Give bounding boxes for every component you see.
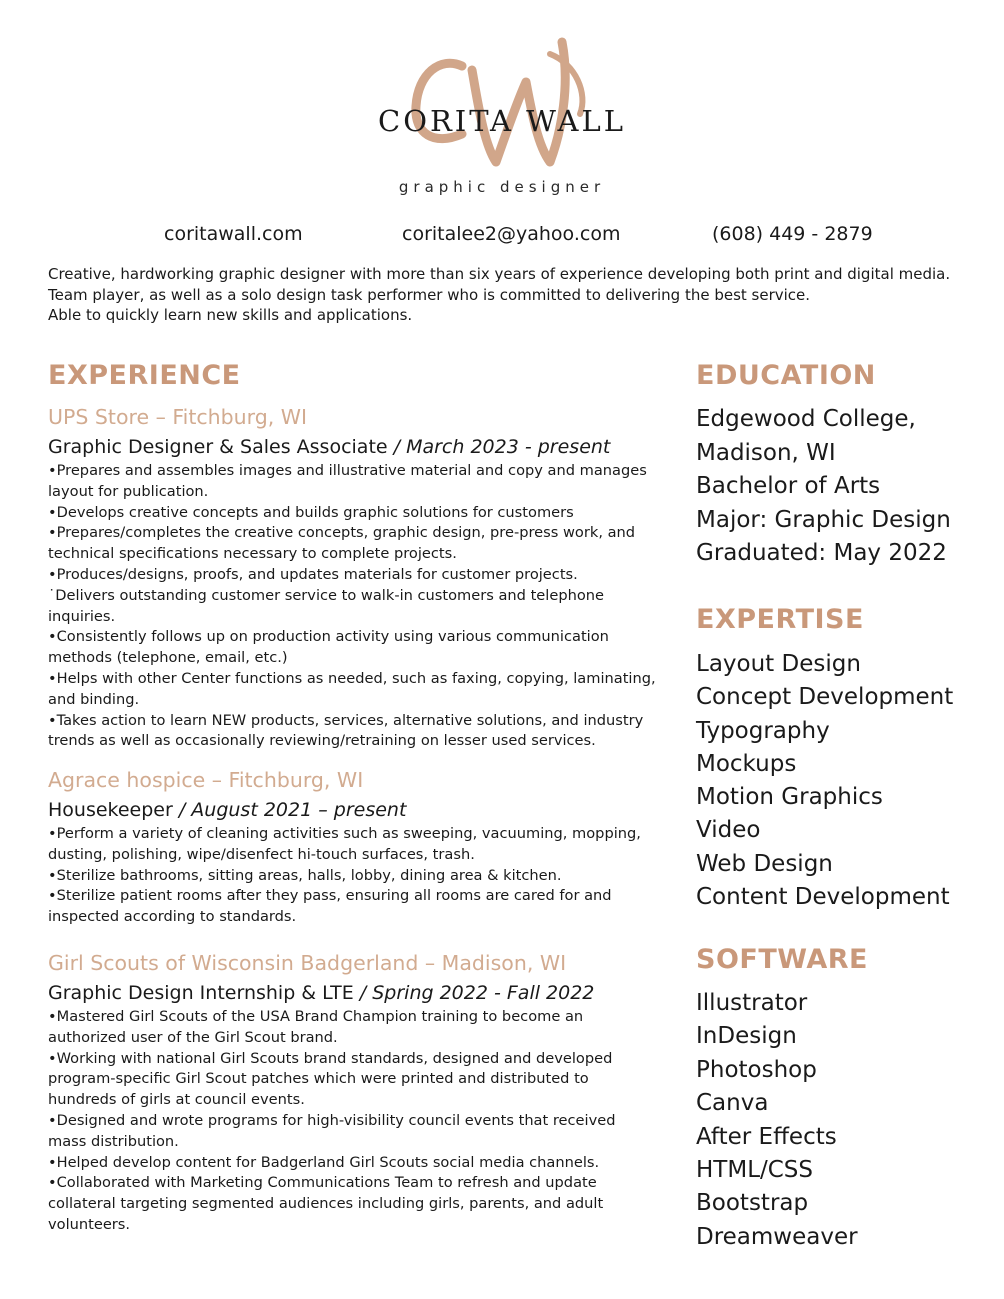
- expertise-heading: EXPERTISE: [696, 604, 864, 635]
- software-item: After Effects: [696, 1123, 837, 1150]
- bullet: •Designed and wrote programs for high-visibility council events that received mass distribution.: [48, 1111, 616, 1150]
- education-list: [696, 403, 996, 571]
- expertise-item: Concept Development: [696, 684, 954, 711]
- education-item: Bachelor of Arts: [696, 473, 881, 500]
- expertise-item: Typography: [696, 717, 830, 744]
- bullet: •Collaborated with Marketing Communications Team to refresh and update collateral targeting segmented audiences including girls, parents, and adult volunteers.: [48, 1174, 604, 1233]
- software-list: [696, 987, 996, 1254]
- bullet: ˙Delivers outstanding customer service to walk-in customers and telephone inquiries.: [48, 586, 604, 625]
- job-title-subtitle: graphic designer: [398, 178, 606, 196]
- website-link[interactable]: coritawall.com: [164, 223, 303, 245]
- software-item: Photoshop: [696, 1056, 817, 1083]
- phone-number: (608) 449 - 2879: [712, 223, 873, 245]
- email-link[interactable]: coritalee2@yahoo.com: [402, 223, 621, 245]
- expertise-list: [696, 648, 996, 914]
- expertise-item: Mockups: [696, 750, 797, 777]
- summary-line: Team player, as well as a solo design task performer who is committed to delivering the best service.: [48, 285, 811, 304]
- expertise-item: Web Design: [696, 850, 833, 877]
- software-heading: SOFTWARE: [696, 944, 868, 975]
- job-role: [48, 799, 406, 821]
- bullet: •Mastered Girl Scouts of the USA Brand Champion training to become an authorized user of the Girl Scout brand.: [48, 1008, 584, 1046]
- bullet: •Perform a variety of cleaning activities such as sweeping, vacuuming, mopping, dusting, polishing, wipe/disenfect hi-touch surfaces, trash.: [48, 825, 641, 863]
- job-dates: / Spring 2022 - Fall 2022: [353, 982, 595, 1004]
- job-dates: / August 2021 – present: [172, 799, 407, 821]
- job-role-title: Housekeeper: [48, 799, 173, 821]
- software-item: Illustrator: [696, 990, 808, 1016]
- expertise-item: Content Development: [696, 884, 950, 911]
- bullet: •Working with national Girl Scouts brand standards, designed and developed program-specific Girl Scout patches which were printed and distributed to hundreds of girls at council events.: [48, 1049, 613, 1109]
- experience-heading: EXPERIENCE: [48, 360, 241, 391]
- bullet: •Sterilize bathrooms, sitting areas, halls, lobby, dining area & kitchen.: [48, 866, 562, 884]
- bullet: •Prepares/completes the creative concepts, graphic design, pre-press work, and technical specifications necessary to complete projects.: [48, 524, 636, 563]
- job-role-title: Graphic Designer & Sales Associate: [48, 436, 388, 458]
- bullet: •Helped develop content for Badgerland Girl Scouts social media channels.: [48, 1153, 600, 1171]
- software-item: Dreamweaver: [696, 1223, 858, 1250]
- bullet: •Produces/designs, proofs, and updates materials for customer projects.: [48, 565, 578, 583]
- bullet: •Takes action to learn NEW products, services, alternative solutions, and industry trends as well as occasionally reviewing/retraining on lesser used services.: [48, 711, 644, 750]
- bullet: •Sterilize patient rooms after they pass, ensuring all rooms are cared for and inspected according to standards.: [48, 887, 612, 926]
- bullet: •Develops creative concepts and builds graphic solutions for customers: [48, 503, 574, 521]
- software-item: Bootstrap: [696, 1190, 809, 1217]
- job-role-title: Graphic Design Internship & LTE: [48, 982, 354, 1004]
- job-role: [48, 436, 610, 458]
- summary: [48, 264, 978, 326]
- bullet: •Prepares and assembles images and illustrative material and copy and manages layout for publication.: [48, 462, 647, 500]
- software-item: HTML/CSS: [696, 1157, 814, 1184]
- summary-line: Able to quickly learn new skills and applications.: [48, 306, 413, 324]
- job-employer: Girl Scouts of Wisconsin Badgerland – Madison, WI: [48, 951, 567, 975]
- education-heading: EDUCATION: [696, 360, 876, 391]
- software-item: InDesign: [696, 1023, 797, 1050]
- expertise-item: Layout Design: [696, 651, 861, 677]
- expertise-item: Video: [696, 817, 761, 844]
- bullet: •Helps with other Center functions as needed, such as faxing, copying, laminating, and binding.: [48, 669, 656, 708]
- job-bullets: [48, 461, 658, 752]
- job-employer: UPS Store – Fitchburg, WI: [48, 405, 308, 429]
- job-bullets: [48, 1007, 658, 1236]
- summary-line: Creative, hardworking graphic designer with more than six years of experience developing both print and digital media.: [48, 265, 951, 283]
- expertise-item: Motion Graphics: [696, 784, 883, 811]
- job-role: [48, 982, 594, 1004]
- bullet: •Consistently follows up on production activity using various communication methods (telephone, email, etc.): [48, 628, 609, 667]
- job-bullets: [48, 824, 658, 928]
- education-item: Major: Graphic Design: [696, 506, 951, 533]
- software-item: Canva: [696, 1090, 769, 1117]
- education-item: Graduated: May 2022: [696, 540, 947, 567]
- education-item: Edgewood College,: [696, 406, 916, 432]
- education-item: Madison, WI: [696, 439, 836, 466]
- job-dates: / March 2023 - present: [387, 436, 611, 458]
- job-employer: Agrace hospice – Fitchburg, WI: [48, 768, 364, 792]
- candidate-name: CORITA WALL: [378, 104, 626, 138]
